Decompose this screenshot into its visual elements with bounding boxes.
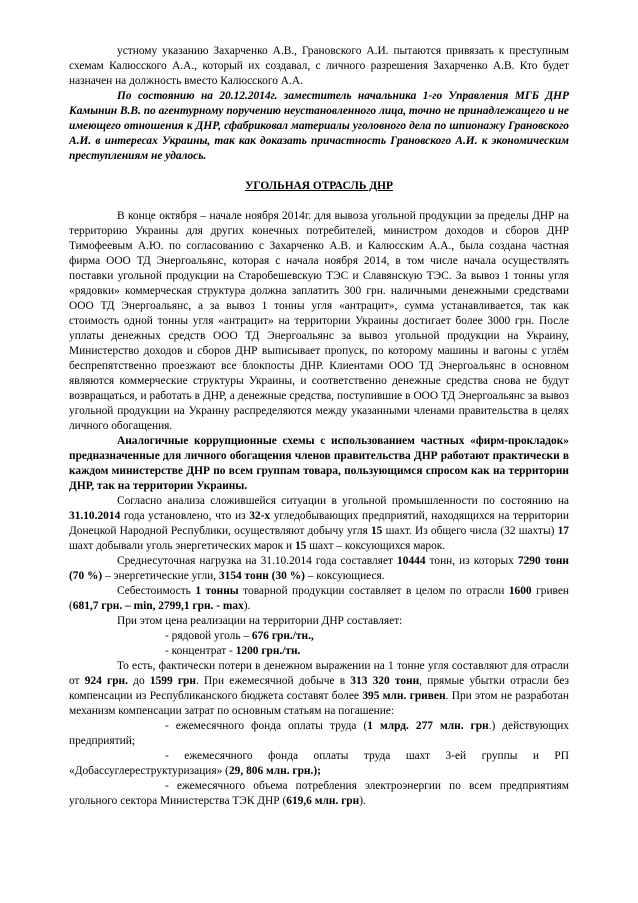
p6-text-a: Среднесуточная нагрузка на 31.10.2014 года составляет	[117, 555, 398, 567]
p5-text-c: года установлено, что из	[120, 510, 250, 522]
paragraph-3: В конце октября – начале ноября 2014г. для вывоза угольной продукции за пределы ДНР на территорию Украины для других конечных потребителей, министром доходов и сборов ДНР Тимофеевым А.Ю. по согласованию с Захарченко А.В. и Калюсским А.А., была создана частная фирма ООО ТД Энергоальянс, которая с начала ноября 2014, в том числе начала осуществлять поставки угольной продукции на Старобешевскую ТЭС и Славянскую ТЭС. За вывоз 1 тонны угля «рядовки» коммерческая структура должна заплатить 300 грн. наличными денежными средствами ООО ТД Энергоальянс, а за вывоз 1 тонны угля «антрацит», сумма устанавливается, так как стоимость одной тонны угля «антрацит» на территории Украины достигает более 3000 грн. После уплаты денежных средств ООО ТД Энергоальянс за вывоз угольной продукции на Украину, Министерство доходов и сборов ДНР выписывает пропуск, по которому машины и вагоны с углём беспрепятственно проезжают все блокпосты ДНР. Клиентами ООО ТД Энергоальянс в основном являются коммерческие структуры Украины, и соответственно денежные средства снова не будут возвращаться, и работать в ДНР, а денежные средства, поступившие в ООО ТД Энергоальянс за вывоз угольной продукции на Украину распределяются между указанными членами правительства в целях личного обогащения.	[69, 210, 569, 432]
list-item-price-a: 676 грн./тн.,	[251, 630, 314, 642]
p5-text-g: шахт – коксующихся марок.	[306, 540, 446, 552]
document-body	[69, 44, 569, 809]
paragraph-7	[69, 584, 569, 614]
p5-date-bold: 31.10.2014	[69, 510, 121, 522]
p5-count-15b-bold: 15	[294, 540, 307, 552]
p5-text-f: шахт добывали уголь энергетических марок и	[69, 540, 295, 552]
section-heading-coal-industry: УГОЛЬНАЯ ОТРАСЛЬ ДНР	[245, 180, 393, 192]
p5-text-e: шахт. Из общего числа (32 шахты)	[382, 525, 558, 537]
paragraph-2-emphasis: По состоянию на 20.12.2014г. заместитель начальника 1-го Управления МГБ ДНР Камынин В.В. по агентурному поручению неустановленного лица, точно не принадлежащего и не имеющего отношения к ДНР, сфабриковал материалы уголовного дела по шпионажу Грановского А.И. в интересах Украины, так как доказать причастность Грановского А.И. к экономическим преступлениям не удалось.	[69, 90, 569, 162]
p13-text-a: - ежемесячного фонда оплаты труда шахт 3-ей группы и РП «Добассуглереструктуризация» (	[69, 750, 569, 777]
p6-energy-tons-bold: 7290 тонн (70 %)	[69, 555, 569, 582]
p11-monthly-output-bold: 313 320 тонн	[350, 675, 420, 687]
p12-text-c: .) действующих предприятий;	[69, 720, 569, 747]
paragraph-11	[69, 659, 569, 719]
p14-text-c: ).	[359, 795, 366, 807]
list-item-group3-payroll	[69, 749, 569, 779]
p11-text-f: . При этом не разработан механизм компенсации затрат по основным статьям на погашение:	[69, 690, 569, 717]
p6-coking-tons-bold: 3154 тонн (30 %)	[218, 570, 305, 582]
p11-loss-min-bold: 924 грн.	[84, 675, 128, 687]
p11-text-c: до	[127, 675, 150, 687]
p11-text-e: , прямые убытки отрасли без компенсации из Республиканского бюджета составят более	[69, 675, 570, 702]
p11-text-a: То есть, фактически потери в денежном выражении на 1 тонне угля составляют для отрасли от	[69, 660, 569, 687]
p6-text-d: – энергетические угли,	[102, 570, 219, 582]
p7-text-a: Себестоимость	[117, 585, 196, 597]
p14-amount-bold: 619,6 млн. грн	[286, 795, 360, 807]
list-item-label-b: - концентрат -	[165, 645, 236, 657]
p5-count-17-bold: 17	[557, 525, 569, 537]
list-item-payroll-fund	[69, 719, 569, 749]
paragraph-4-emphasis: Аналогичные коррупционные схемы с использованием частных «фирм-прокладок» предназначенные для личного обогащения членов правительства ДНР работают практически в каждом министерстве ДНР по всем группам товара, пользующимся спросом как на территории ДНР, так на территории Украины.	[69, 435, 569, 492]
paragraph-1: устному указанию Захарченко А.В., Грановского А.И. пытаются привязать к преступным схемам Калюсского А.А., который их создавал, с личного разрешения Захарченко А.В. Кто будет назначен на должность вместо Калюсского А.А.	[69, 45, 569, 87]
list-item-label-a: - рядовой уголь –	[165, 630, 252, 642]
paragraph-6	[69, 554, 569, 584]
p7-text-e: ).	[243, 600, 251, 612]
p14-text-a: - ежемесячного объема потребления электроэнергии по всем предприятиям угольного сектора Министерства ТЭК ДНР (	[69, 780, 569, 807]
p6-text-c: тонн, из которых	[425, 555, 518, 567]
list-item-run-of-mine-coal	[69, 629, 569, 644]
paragraph-8: При этом цена реализации на территории ДНР составляет:	[117, 615, 403, 627]
p11-loss-max-bold: 1599 грн	[149, 675, 196, 687]
p5-count-15-bold: 15	[370, 525, 383, 537]
p7-text-c: товарной продукции составляет в целом по отрасли	[238, 585, 509, 597]
p7-cost-bold: 1600	[508, 585, 532, 597]
p5-text-a: Согласно анализа сложившейся ситуации в угольной промышленности по состоянию на	[117, 495, 569, 507]
p13-amount-bold: 29, 806 млн. грн.);	[228, 765, 321, 777]
p7-one-ton-bold: 1 тонны	[195, 585, 239, 597]
p12-amount-bold: 1 млрд. 277 млн. грн	[367, 720, 489, 732]
list-item-price-b: 1200 грн./тн.	[235, 645, 301, 657]
p5-count-32-bold: 32-х	[249, 510, 271, 522]
p6-tons-bold: 10444	[397, 555, 426, 567]
p12-text-a: - ежемесячного фонда оплаты труда (	[165, 720, 368, 732]
p6-text-e: – коксующиеся.	[304, 570, 385, 582]
list-item-electricity-consumption	[69, 779, 569, 809]
p5-text-d: угледобывающих предприятий, находящихся на территории Донецкой Народной Республики, осуществляют добычу угля	[69, 510, 569, 537]
p11-total-losses-bold: 395 млн. гривен	[362, 690, 446, 702]
list-item-concentrate	[69, 644, 569, 659]
p11-text-d: . При ежемесячной добыче в	[195, 675, 351, 687]
p7-minmax-bold: 681,7 грн. – min, 2799,1 грн. - max	[72, 600, 244, 612]
paragraph-5	[69, 494, 569, 554]
p7-text-d: гривен (	[69, 585, 570, 612]
